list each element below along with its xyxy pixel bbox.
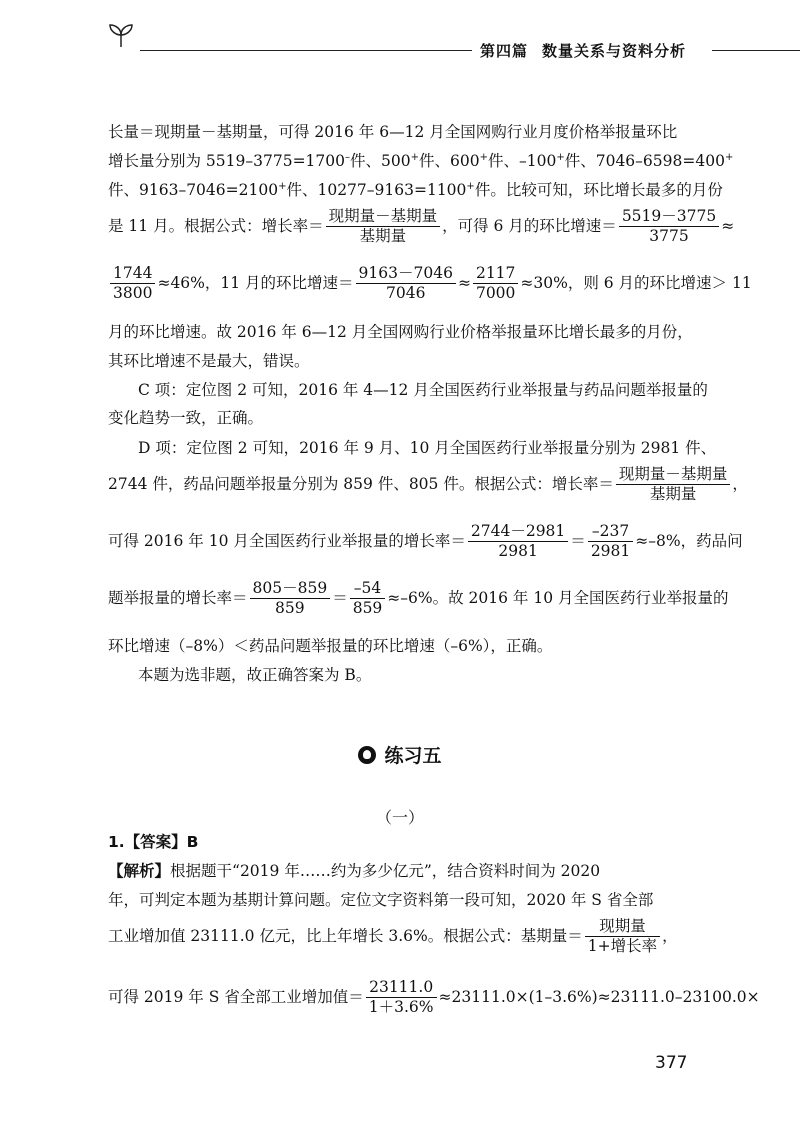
fraction: $\frac{\text{现期量－基期量}}{\text{基期量}}$: [616, 465, 731, 505]
header-rule-left: [140, 50, 472, 51]
text-line: 年，可判定本题为基期计算问题。定位文字资料第一段可知，2020 年 S 省全部: [108, 891, 654, 909]
fraction: $\frac{805-859}{859}$: [250, 579, 331, 619]
sprout-icon: [106, 22, 136, 48]
text-line-with-fractions: 可得 2019 年 S 省全部工业增加值＝ $\frac{23111.0}{1+3.6\%}$ ≈23111.0×(1–3.6%)≈23111.0–23100.0×: [108, 978, 760, 1017]
fraction: $\frac{2117}{7000}$: [473, 264, 518, 304]
header-section-title: 数量关系与资料分析: [542, 42, 687, 60]
text-line: 件、9163–7046=2100+件、10277–9163=1100+件。比较可知，环比增长最多的月份: [108, 180, 723, 199]
text-line-with-fractions: 工业增加值 23111.0 亿元，比上年增长 3.6%。根据公式：基期量＝ $\frac{\text{现期量}}{\text{1+增长率}}$ ，: [108, 917, 678, 956]
text-line-with-fractions: 是 11 月。根据公式：增长率＝ $\frac{\text{现期量－基期量}}{\text{基期量}}$ ，可得 6 月的环比增速＝ $\frac{5519-3775}{3775}$ ≈: [108, 207, 735, 246]
answer-label: 1.【答案】B: [108, 833, 199, 851]
page-number: 377: [655, 1053, 688, 1073]
text-line: 长量＝现期量－基期量，可得 2016 年 6—12 月全国网购行业月度价格举报量环比: [108, 123, 678, 141]
subsection-heading: （一）: [375, 808, 424, 827]
fraction: $\frac{\text{现期量－基期量}}{\text{基期量}}$: [326, 207, 441, 247]
fraction: $\frac{23111.0}{1+3.6\%}$: [366, 978, 437, 1018]
analysis-label: 【解析】: [108, 862, 171, 880]
text-line-with-fractions: 可得 2016 年 10 月全国医药行业举报量的增长率＝ $\frac{2744-2981}{2981}$ ＝ $\frac{-237}{2981}$ ≈–8%，药品问: [108, 522, 743, 561]
text-line: 变化趋势一致，正确。: [108, 409, 264, 427]
text-line: 环比增速（–8%）＜药品问题举报量的环比增速（–6%），正确。: [108, 637, 553, 655]
header-part: 第四篇: [480, 42, 529, 60]
page-header: [0, 0, 800, 70]
fraction: $\frac{\text{现期量}}{\text{1+增长率}}$: [585, 917, 660, 957]
flower-bullet-icon: [358, 746, 376, 764]
fraction: $\frac{5519-3775}{3775}$: [619, 207, 719, 247]
text-line: C 项：定位图 2 可知，2016 年 4—12 月全国医药行业举报量与药品问题举报量的: [138, 381, 708, 399]
header-title: [480, 40, 686, 61]
text-line: D 项：定位图 2 可知，2016 年 9 月、10 月全国医药行业举报量分别为 2981 件、: [138, 439, 717, 457]
text-line-with-fractions: $\frac{1744}{3800}$ ≈46%，11 月的环比增速＝ $\frac{9163-7046}{7046}$ ≈ $\frac{2117}{7000}$ ≈30%，则 6 月的环比增速＞ 11: [108, 264, 752, 304]
header-rule-right: [712, 50, 800, 51]
text-line: 增长量分别为 5519–3775=1700–件、500+件、600+件、–100+件、7046–6598=400+: [108, 151, 734, 170]
fraction: $\frac{1744}{3800}$: [110, 264, 155, 304]
text-line: 月的环比增速。故 2016 年 6—12 月全国网购行业价格举报量环比增长最多的月份，: [108, 323, 693, 341]
fraction: $\frac{2744-2981}{2981}$: [468, 522, 568, 562]
text-line: 【解析】根据题干“2019 年……约为多少亿元”，结合资料时间为 2020: [108, 862, 601, 880]
fraction: $\frac{-54}{859}$: [350, 579, 386, 619]
text-line: 本题为选非题，故正确答案为 B。: [138, 666, 372, 684]
text-line-with-fractions: 题举报量的增长率＝ $\frac{805-859}{859}$ ＝ $\frac{-54}{859}$ ≈–6%。故 2016 年 10 月全国医药行业举报量的: [108, 579, 729, 618]
fraction: $\frac{9163-7046}{7046}$: [356, 264, 456, 304]
section-heading: [0, 741, 800, 768]
fraction: $\frac{-237}{2981}$: [588, 522, 633, 562]
text-line-with-fractions: 2744 件，药品问题举报量分别为 859 件、805 件。根据公式：增长率＝ $\frac{\text{现期量－基期量}}{\text{基期量}}$ ，: [108, 465, 748, 504]
text-line: 其环比增速不是最大，错误。: [108, 352, 310, 370]
section-title: 练习五: [384, 745, 442, 767]
